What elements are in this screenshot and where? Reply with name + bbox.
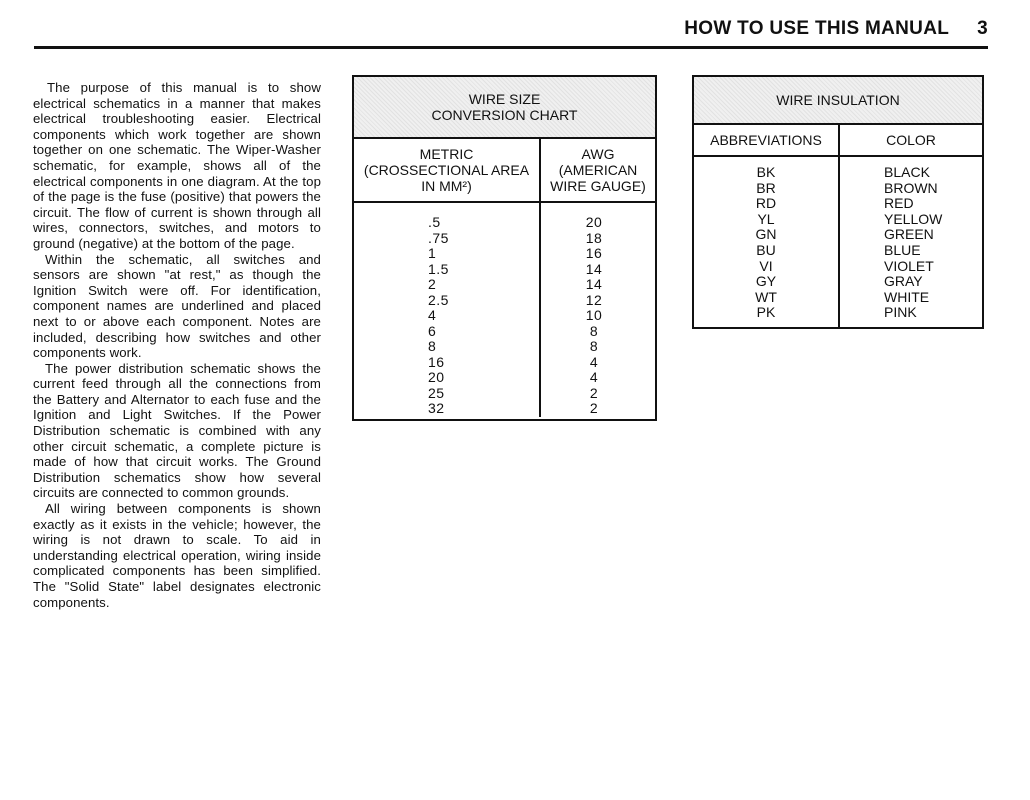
color-name: GRAY xyxy=(884,273,923,290)
awg-value: 2 xyxy=(589,384,599,401)
awg-column-header xyxy=(541,139,655,201)
paragraph: The purpose of this manual is to show electrical schematics in a manner that makes electrical troubleshooting easier. Electrical components which work together are shown together on one schematic. The Wiper-Washer schematic, for example, shows all of the electrical components in one diagram. At the top of the page is the fuse (positive) that powers the circuit. The flow of current is shown through all wires, connectors, switches, and motors to ground (negative) at the bottom of the page. xyxy=(33,80,321,251)
title-line: CONVERSION CHART xyxy=(431,107,578,123)
wire-insulation-title: WIRE INSULATION xyxy=(694,77,982,125)
abbreviation: BK xyxy=(756,164,776,180)
wire-insulation-header xyxy=(694,125,982,157)
color-name: BLUE xyxy=(884,241,921,258)
metric-value: 8 xyxy=(428,338,437,354)
awg-value: 8 xyxy=(589,338,599,354)
color-column-header: COLOR xyxy=(886,132,936,148)
awg-value: 14 xyxy=(585,276,603,292)
metric-value: .5 xyxy=(428,214,441,230)
metric-column-header xyxy=(354,139,541,201)
metric-value: .75 xyxy=(428,229,449,246)
awg-value: 20 xyxy=(585,214,603,230)
paragraph: Within the schematic, all switches and sensors are shown "at rest," as though the Ignition Switch were off. For identification, component names are underlined and placed next to or above each component. Notes are included, describing how switches and other components work. xyxy=(33,251,321,361)
color-name: BROWN xyxy=(884,179,938,196)
page-header xyxy=(0,18,988,40)
abbreviation: GY xyxy=(755,273,777,290)
header-line: WIRE GAUGE) xyxy=(550,178,646,194)
metric-value: 2.5 xyxy=(428,291,449,308)
body-text xyxy=(33,80,321,610)
color-name: YELLOW xyxy=(884,210,943,227)
abbreviation: BR xyxy=(756,179,776,196)
abbreviation: VI xyxy=(759,257,773,274)
wire-insulation-table xyxy=(692,75,984,329)
header-line: IN MM²) xyxy=(421,178,472,194)
color-column xyxy=(840,157,982,327)
wire-size-conversion-table xyxy=(352,75,657,421)
awg-value: 8 xyxy=(589,322,599,339)
awg-value: 16 xyxy=(585,245,603,261)
metric-value: 20 xyxy=(428,369,445,385)
color-name: RED xyxy=(884,195,914,212)
color-name: GREEN xyxy=(884,226,934,243)
abbreviations-column-header: ABBREVIATIONS xyxy=(694,125,840,155)
abbreviation: WT xyxy=(755,288,777,305)
abbreviation: PK xyxy=(756,304,776,321)
abbreviations-column xyxy=(694,157,840,327)
awg-value: 4 xyxy=(589,353,599,370)
header-line: METRIC xyxy=(419,146,474,162)
metric-value: 16 xyxy=(428,353,445,370)
color-name: PINK xyxy=(884,304,917,321)
header-line: AWG xyxy=(581,146,615,162)
color-name: BLACK xyxy=(884,164,930,180)
color-name: WHITE xyxy=(884,288,930,305)
color-name: VIOLET xyxy=(884,257,934,274)
wire-size-table-header xyxy=(354,139,655,203)
page-number: 3 xyxy=(977,18,988,39)
header-rule xyxy=(34,46,988,49)
page-title: HOW TO USE THIS MANUAL xyxy=(684,18,950,39)
metric-value: 32 xyxy=(428,400,445,416)
awg-value: 2 xyxy=(589,400,599,416)
paragraph: All wiring between components is shown exactly as it exists in the vehicle; however, the wiring is not drawn to scale. To aid in understanding electrical operation, wiring inside complicated components has been simplified. The "Solid State" label designates electronic components. xyxy=(33,501,321,610)
wire-insulation-body xyxy=(694,157,982,327)
metric-value: 6 xyxy=(428,322,437,339)
metric-value: 25 xyxy=(428,384,445,401)
abbreviation: BU xyxy=(756,241,776,258)
abbreviation: RD xyxy=(755,195,777,212)
metric-value: 1 xyxy=(428,245,437,261)
paragraph: The power distribution schematic shows the current feed through all the connections from the Battery and Alternator to each fuse and the Ignition and Light Switches. If the Power Distribution schematic is combined with any other circuit schematic, a complete picture is made of how that circuit works. The Ground Distribution schematics show how several circuits are connected to common grounds. xyxy=(33,360,321,501)
header-line: (CROSSECTIONAL AREA xyxy=(363,162,530,178)
abbreviation: YL xyxy=(757,210,775,227)
awg-value: 10 xyxy=(585,307,603,323)
awg-value: 4 xyxy=(589,369,599,385)
wire-size-table-title xyxy=(354,77,655,139)
metric-value: 4 xyxy=(428,307,437,323)
awg-column xyxy=(541,203,655,417)
wire-size-table-body xyxy=(354,203,655,417)
awg-value: 18 xyxy=(585,229,603,246)
awg-value: 12 xyxy=(585,291,603,308)
abbreviation: GN xyxy=(755,226,777,243)
awg-value: 14 xyxy=(585,260,603,277)
title-line: WIRE SIZE xyxy=(468,91,541,107)
metric-value: 1.5 xyxy=(428,260,449,277)
metric-column xyxy=(354,203,541,417)
header-line: (AMERICAN xyxy=(558,162,638,178)
metric-value: 2 xyxy=(428,276,437,292)
